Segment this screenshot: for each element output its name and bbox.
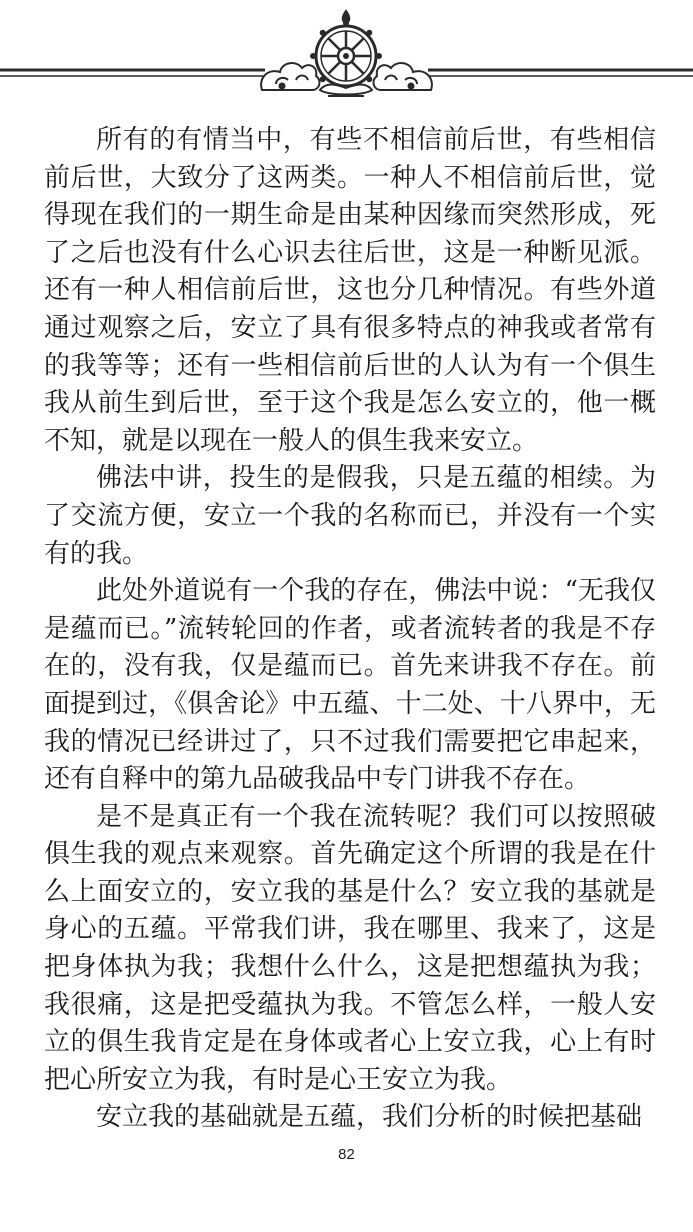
page-number: 82 xyxy=(338,1146,355,1163)
paragraph-3: 此处外道说有一个我的存在，佛法中说：“无我仅是蕴而已。”流转轮回的作者，或者流转者的我是不存在的，没有我，仅是蕴而已。首先来讲我不存在。前面提到过，《俱舍论》中五蕴、十二处、十八界中，无我的情况已经讲过了，只不过我们需要把它串起来，还有自释中的第九品破我品中专门讲我不存在。 xyxy=(44,576,656,795)
paragraph-1: 所有的有情当中，有些不相信前后世，有些相信前后世，大致分了这两类。一种人不相信前后世，觉得现在我们的一期生命是由某种因缘而突然形成，死了之后也没有什么心识去往后世，这是一种断见派。还有一种人相信前后世，这也分几种情况。有些外道通过观察之后，安立了具有很多特点的神我或者常有的我等等；还有一些相信前后世的人认为有一个俱生我从前生到后世，至于这个我是怎么安立的，他一概不知，就是以现在一般人的俱生我来安立。 xyxy=(44,125,656,456)
left-cloud-icon xyxy=(261,63,319,90)
page-body xyxy=(44,122,656,1137)
paragraph-2: 佛法中讲，投生的是假我，只是五蕴的相续。为了交流方便，安立一个我的名称而已，并没有一个实有的我。 xyxy=(44,463,656,569)
right-cloud-icon xyxy=(374,63,432,90)
paragraph-4: 是不是真正有一个我在流转呢？我们可以按照破俱生我的观点来观察。首先确定这个所谓的我是在什么上面安立的，安立我的基是什么？安立我的基就是身心的五蕴。平常我们讲，我在哪里、我来了，这是把身体执为我；我想什么什么，这是把想蕴执为我；我很痛，这是把受蕴执为我。不管怎么样，一般人安立的俱生我肯定是在身体或者心上安立我，心上有时把心所安立为我，有时是心王安立为我。 xyxy=(44,801,656,1095)
dharma-wheel-icon xyxy=(310,10,382,96)
paragraph-5: 安立我的基础就是五蕴，我们分析的时候把基础 xyxy=(96,1102,643,1133)
header-ornament xyxy=(0,0,693,110)
